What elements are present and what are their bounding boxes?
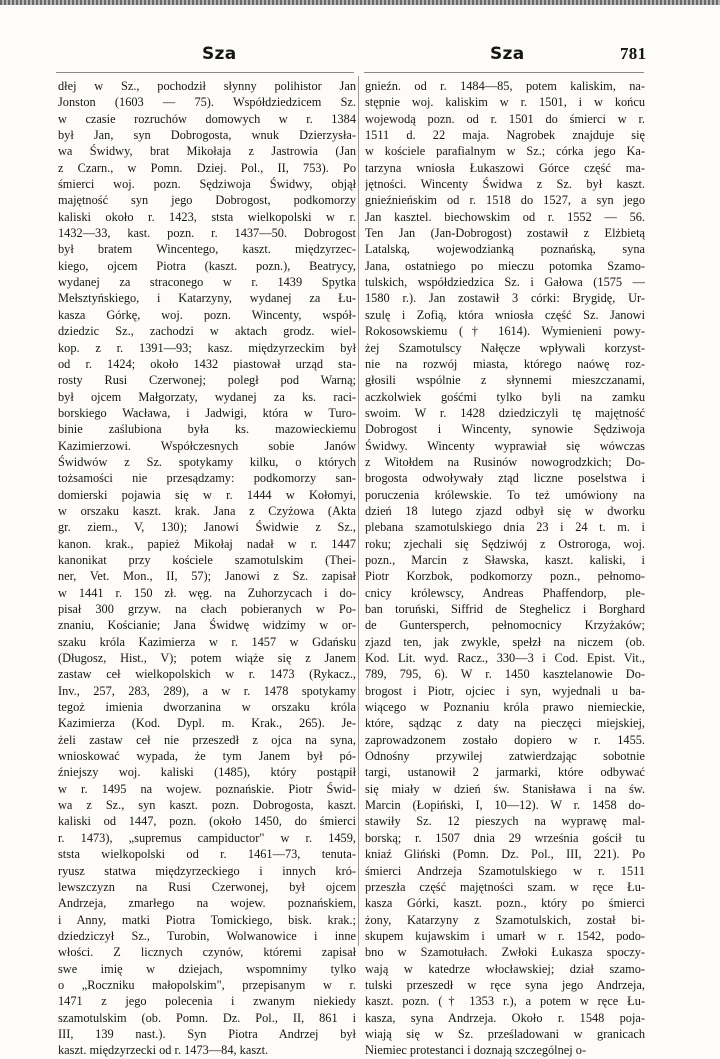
text-line: bno w Szamotułach. Zwłoki Łukasza spoczy- <box>365 945 645 960</box>
text-line: które, sądząc z daty na pieczęci miejskiej, <box>365 716 645 731</box>
text-line: cnicy królewscy, Andreas Phaffendorp, ple- <box>365 585 645 600</box>
text-line: pisał 300 grzyw. na cłach pobieranych w Po- <box>58 602 356 616</box>
text-line: lewszczyzn na Rusi Czerwonej, był ojcem <box>58 879 356 894</box>
text-line: jętności. Wincenty Świdwa z Sz. był kaszt. <box>365 177 645 192</box>
text-line: 1432—33, kast. pozn. r. 1437—50. Dobrogost <box>58 226 356 241</box>
text-line: brogost i Piotr, ojciec i syn, wyjednali u ba- <box>365 683 645 698</box>
text-line: włości. Z licznych czynów, któremi zapisał <box>58 945 356 960</box>
text-line: stępnie woj. kaliskim w r. 1501, i w końcu <box>365 95 645 110</box>
text-line: 1471 z jego polecenia i zwanym niekiedy <box>58 994 356 1009</box>
text-line: dłej w Sz., pochodził słynny polihistor Jan <box>58 79 356 93</box>
text-line: śmierci Andrzeja Szamotulskiego w r. 1511 <box>365 863 645 878</box>
text-line: Marcin (Łopiński, I, 10—12). W r. 1458 do- <box>365 798 645 813</box>
text-line: Jan kasztel. biechowskim od r. 1552 — 56. <box>365 209 645 224</box>
text-line: wnioskować wypada, że tym Janem był pó- <box>58 749 356 764</box>
text-line: gnieźnieńskim od r. 1518 do 1527, a syn jego <box>365 193 645 208</box>
text-line: był Jan, syn Dobrogosta, wnuk Dzierzysła- <box>58 128 356 143</box>
scan-top-edge <box>0 0 720 5</box>
text-line: się miały w dzień św. Stanisława i na św. <box>365 781 645 796</box>
text-line: źniejszy woj. kaliski (1485), który postąpił <box>58 765 356 780</box>
text-line: w czasie rozruchów domowych w r. 1384 <box>58 111 356 126</box>
text-line: skupem kujawskim i umarł w r. 1542, podo- <box>365 928 645 943</box>
text-line: 1511 d. 22 maja. Nagrobek znajduje się <box>365 128 645 143</box>
text-line: szaku króla Kazimierza w r. 1457 w Gdańsku <box>58 634 356 649</box>
text-line: żeli zastaw ceł nie przeszedł z ojca na syna, <box>58 732 356 747</box>
text-line: Odnośny przywilej zatwierdzając sobotnie <box>365 749 645 764</box>
text-line: kaliski od 1447, pozn. (około 1450, do śmierci <box>58 814 356 829</box>
text-line: Inv., 257, 283, 289), a w r. 1478 spotykamy <box>58 683 356 698</box>
running-head-left: Sza <box>202 44 237 64</box>
text-line: wiają się w Sz. prześladowani w granicach <box>365 1026 645 1041</box>
text-line: kaszt. międzyrzecki od r. 1473—84, kaszt. <box>58 1043 269 1058</box>
text-line: przeszła część majętności szam. w ręce Łu- <box>365 879 645 894</box>
text-line: Jonston (1603 — 75). Współdziedzicem Sz. <box>58 95 356 110</box>
text-line: plebana szamotulskiego dnia 23 i 24 t. m. i <box>365 520 645 535</box>
text-line: Świdwów z Sz. spotykamy kilku, o których <box>58 454 356 469</box>
text-line: kasza, syna Andrzeja. Około r. 1548 poja- <box>365 1010 645 1025</box>
text-line: gr. ziem., V, 130); Janowi Świdwie z Sz., <box>58 520 356 535</box>
text-line: tożsamości nie przesądzamy: podkomorzy san- <box>58 471 356 486</box>
text-line: kniaź Gliński (Pomn. Dz. Pol., III, 221). Po <box>365 847 645 862</box>
text-line: i Anny, matki Piotra Tomickiego, bisk. krak.; <box>58 912 356 927</box>
text-line: Piotr Korzbok, podkomorzy pozn., pełnomo- <box>365 569 645 584</box>
text-line: od r. 1424; około 1432 piastował urząd sta- <box>58 356 356 371</box>
text-line: Dobrogost i Wincenty, synowie Sędziwoja <box>365 422 645 437</box>
text-line: znaniu, Kościanie; Jana Świdwę widzimy w or- <box>58 618 356 633</box>
text-line: kaszt. pozn. († 1353 r.), a potem w ręce Łu- <box>365 994 645 1009</box>
text-line: tulski przeszedł w ręce syna jego Andrzeja, <box>365 977 645 992</box>
text-line: Jana, ostatniego po mieczu potomka Szamo- <box>365 258 645 273</box>
text-line: tegoż imienia dworzanina w orszaku króla <box>58 700 356 715</box>
text-line: Kod. Lit. wyd. Racz., 330—3 i Cod. Epist. Vit., <box>365 651 645 666</box>
text-line: ryusz statwa międzyrzeckiego i innych kró- <box>58 863 356 878</box>
text-line: de Guntersperch, pełnomocnicy Krzyżaków; <box>365 618 645 633</box>
text-line: kasza Górkę, woj. pozn. Wincenty, współ- <box>58 307 356 322</box>
text-line: tarzyna wniosła Łukaszowi Górce część ma- <box>365 160 645 175</box>
text-line: Andrzeja, zmarłego na wojew. poznańskiem, <box>58 896 356 911</box>
text-line: gnieźn. od r. 1484—85, potem kaliskim, na- <box>365 79 645 93</box>
text-line: kiego, ojcem Piotra (kaszt. pozn.), Beatrycy, <box>58 258 356 273</box>
text-line: poruczenia królewskie. To też umówiony na <box>365 487 645 502</box>
left-text-column <box>58 78 356 1059</box>
text-line: tulskich, współdziedzica Sz. i Gałowa (1575 — <box>365 275 645 290</box>
text-line: był bratem Wincentego, kaszt. międzyrzec- <box>58 242 356 257</box>
text-line: w r. 1495 na wojew. poznańskie. Piotr Świd- <box>58 781 356 796</box>
text-line: kanonikat przy kościele szamotulskim (Thei- <box>58 552 356 567</box>
text-line: ner, Vet. Mon., II, 57); Janowi z Sz. zapisał <box>58 569 356 584</box>
text-line: kaliski około r. 1423, ststa wielkopolski w r. <box>58 209 356 224</box>
text-line: borską; r. 1507 dnia 29 września gościł tu <box>365 830 645 845</box>
text-line: z Witołdem na Rusinów nowogrodzkich; Do- <box>365 454 645 469</box>
text-line: stawiły Sz. 12 pieszych na wyprawę mal- <box>365 814 645 829</box>
text-line: wa z Sz., syn kaszt. pozn. Dobrogosta, kaszt. <box>58 798 356 813</box>
text-line: żony, Katarzyny z Szamotulskich, został bi- <box>365 912 645 927</box>
right-text-column <box>365 78 645 1059</box>
text-line: brogosta odwoływały ztąd liczne poselstwa i <box>365 471 645 486</box>
text-line: w orszaku kaszt. krak. Jana z Czyżowa (Akta <box>58 503 356 518</box>
text-line: binie zaślubiona była ks. mazowieckiemu <box>58 422 356 437</box>
text-line: zastaw ceł wielkopolskich w r. 1473 (Rykacz., <box>58 667 356 682</box>
text-line: roku; zjechali się Sędziwój z Ostroroga, woj. <box>365 536 645 551</box>
text-line: domierski pojawia się w r. 1444 w Kołomyi, <box>58 487 356 502</box>
text-line: targi, ustanowił 2 jarmarki, które odbywać <box>365 765 645 780</box>
header-rule-right <box>364 72 644 73</box>
text-line: Kazimierzowi. Współczesnych sobie Janów <box>58 438 356 453</box>
text-line: swoim. W r. 1428 dziedziczyli tę majętność <box>365 405 645 420</box>
text-line: borskiego Wacława, i Jadwigi, która w Turo- <box>58 405 356 420</box>
text-line: dzień 18 lutego zjazd odbył się w dworku <box>365 503 645 518</box>
text-line: dziedziczył Sz., Turobin, Wolwanowice i inne <box>58 928 356 943</box>
text-line: Ten Jan (Jan-Dobrogost) zostawił z Elżbietą <box>365 226 645 241</box>
header-rule-left <box>56 72 354 73</box>
text-line: w kościele parafialnym w Sz.; córka jego Ka- <box>365 144 645 159</box>
text-line: pozn., Marcin z Sławska, kaszt. kaliski, i <box>365 552 645 567</box>
text-line: był ojcem Małgorzaty, wydanej za ks. raci- <box>58 389 356 404</box>
text-line: Świdwy. Wincenty wyprawiał się wówczas <box>365 438 645 453</box>
text-line: wają w katedrze włocławskiej; dział szamo- <box>365 961 645 976</box>
text-line: o „Roczniku małopolskim", przepisanym w r. <box>58 977 356 992</box>
column-divider <box>358 76 359 946</box>
text-line: 1580 r.). Jan zostawił 3 córki: Brygidę, Ur- <box>365 291 645 306</box>
text-line: kanon. krak., papież Mikołaj nadał w r. 1447 <box>58 536 356 551</box>
text-line: rosty Rusi Czerwonej; poległ pod Warną; <box>58 373 356 388</box>
text-line: nie na rozwój miasta, którego naówę roz- <box>365 356 645 371</box>
text-line: szulę i Zofią, która wniosła część Sz. Janowi <box>365 307 645 322</box>
text-line: majętność syn jego Dobrogost, podkomorzy <box>58 193 356 208</box>
text-line: wa Świdwy, brat Mikołaja z Jastrowia (Jan <box>58 144 356 159</box>
text-line: ban toruński, Siffrid de Steghelicz i Borghard <box>365 602 645 616</box>
text-line: Niemiec protestanci i doznają szczególnej o- <box>365 1043 587 1058</box>
text-line: śmierci woj. pozn. Sędziwoja Świdwy, objął <box>58 177 356 192</box>
text-line: dziedzic Sz., zachodzi w aktach grodz. wiel- <box>58 324 356 339</box>
text-line: żej Szamotulscy Nałęcze wpływali korzyst- <box>365 340 645 355</box>
text-line: kop. z r. 1391—93; kasz. międzyrzeckim był <box>58 340 356 355</box>
text-line: Rokosowskiemu († 1614). Wymienieni powy- <box>365 324 645 339</box>
text-line: Mełsztyńskiego, i Katarzyny, wydanej za Łu- <box>58 291 356 306</box>
text-line: w 1441 r. 150 zł. węg. na Zuhorzycach i do- <box>58 585 356 600</box>
text-line: aczkolwiek gośćmi tylko byli na zamku <box>365 389 645 404</box>
text-line: głosili wspólnie z słynnemi mieszczanami, <box>365 373 645 388</box>
page-number: 781 <box>620 44 647 63</box>
text-line: swe imię w dziejach, wspomnimy tylko <box>58 961 356 976</box>
text-line: wiącego w Poznaniu króla prawo niemieckie, <box>365 700 645 715</box>
text-line: III, 139 nast.). Syn Piotra Andrzej był <box>58 1026 356 1041</box>
text-line: Kazimierza (Kod. Dypl. m. Krak., 265). Je- <box>58 716 356 731</box>
text-line: ststa wielkopolski od r. 1461—73, tenuta- <box>58 847 356 862</box>
text-line: 789, 795, 6). W r. 1450 kasztelanowie Do- <box>365 667 645 682</box>
text-line: (Długosz, Hist., V); potem wiąże się z Janem <box>58 651 356 666</box>
text-line: szamotulskim (ob. Pomn. Dz. Pol., II, 861 i <box>58 1010 356 1025</box>
text-line: r. 1473), „supremus campiductor" w r. 1459, <box>58 830 356 845</box>
text-line: z Czarn., w Pomn. Dziej. Pol., II, 753). Po <box>58 160 356 175</box>
text-line: wydanej za straconego w r. 1439 Spytka <box>58 275 356 290</box>
text-line: wojewodą pozn. od r. 1501 do śmierci w r. <box>365 111 645 126</box>
running-head-right: Sza <box>490 44 525 64</box>
text-line: Latalską, wojewodzianką poznańską, syna <box>365 242 645 257</box>
text-line: zjazd ten, jak zwykle, spełzł na niczem (ob. <box>365 634 645 649</box>
text-line: zaprowadzonem zostało dopiero w r. 1455. <box>365 732 645 747</box>
text-line: kasza Górki, kaszt. pozn., który po śmierci <box>365 896 645 911</box>
